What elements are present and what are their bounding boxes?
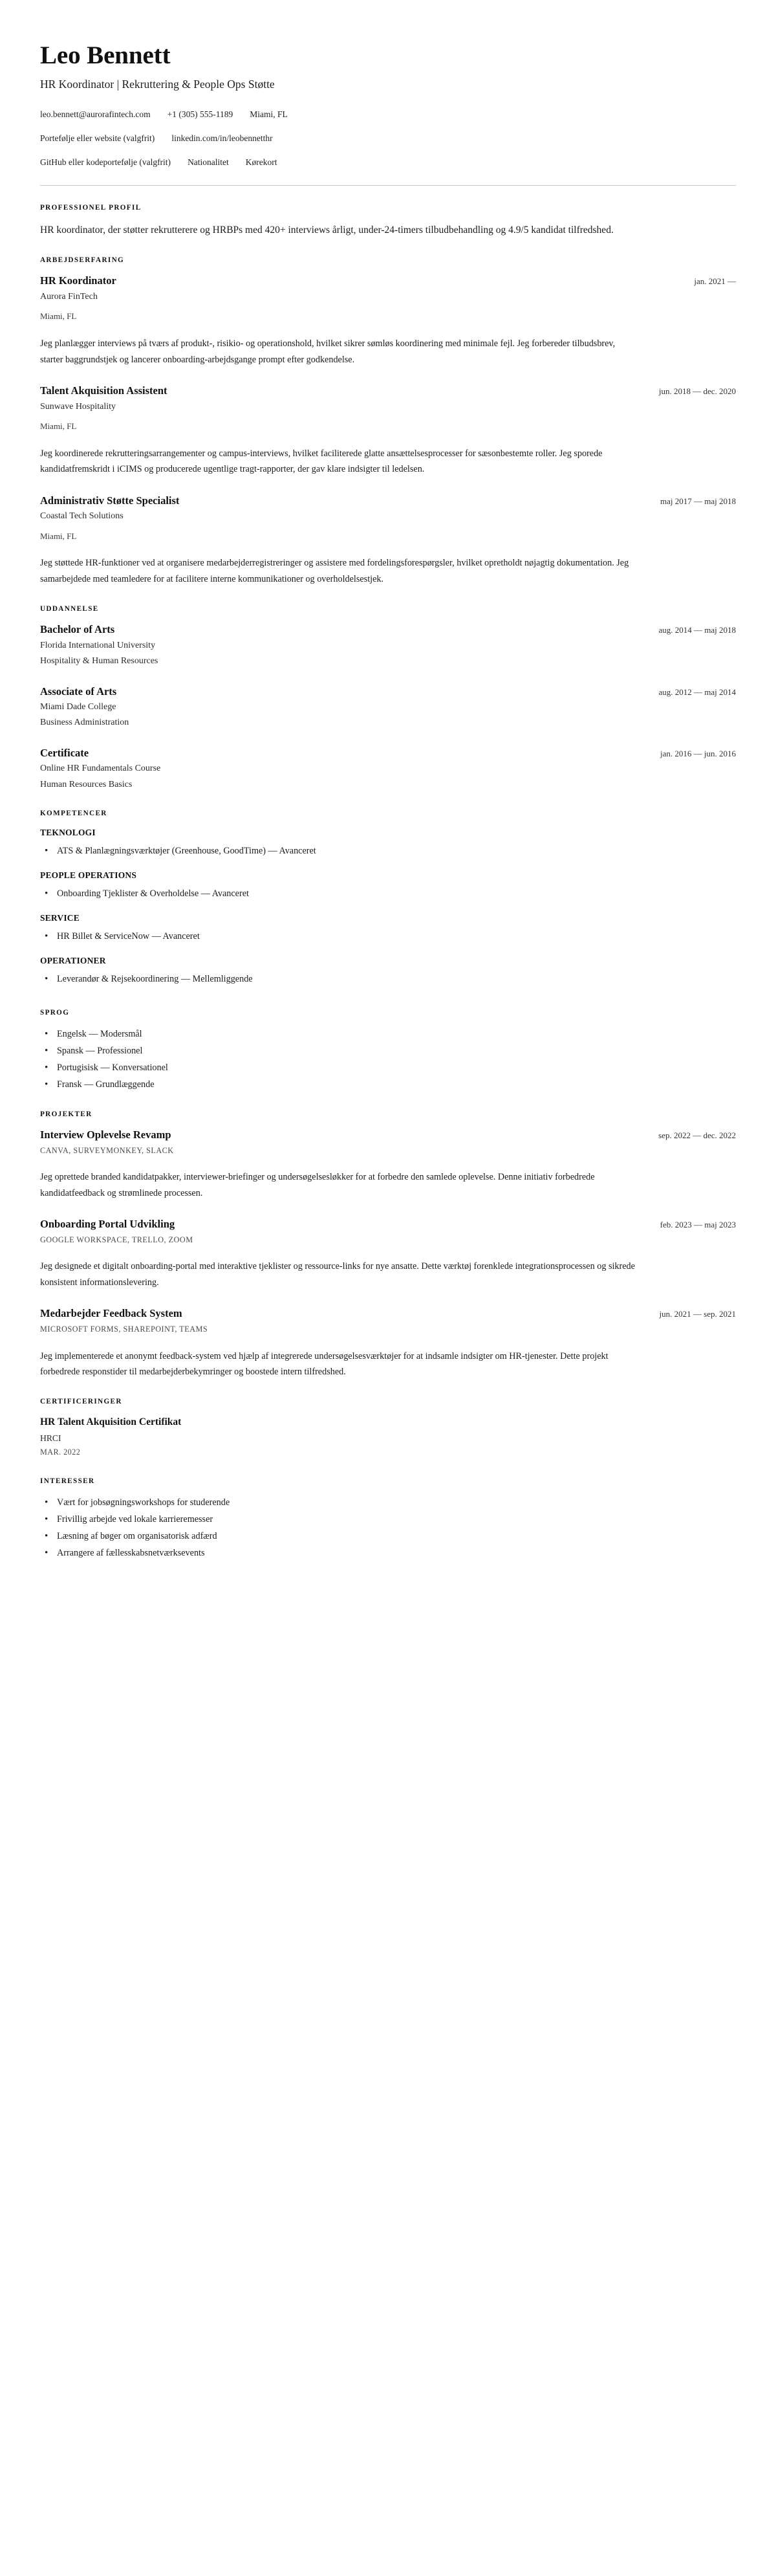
skill-item: • HR Billet & ServiceNow — Avanceret <box>40 929 736 944</box>
project-entry-head <box>40 1307 736 1321</box>
section-title-experience: ARBEJDSERFARING <box>40 256 125 265</box>
project-description: Jeg oprettede branded kandidatpakker, interviewer-briefinger og undersøgelsesløkker for at forbedre den samlede oplevelse. Denne initiativ forbedrede kandidatfeedback og strømlinede processen. <box>40 1172 595 1198</box>
job-location: Miami, FL <box>40 531 77 541</box>
job-company: Aurora FinTech <box>40 292 98 302</box>
resume-header <box>40 43 736 186</box>
skill-list <box>40 972 736 987</box>
contact-location: Miami, FL <box>250 109 288 119</box>
section-title-profile: PROFESSIONEL PROFIL <box>40 204 142 212</box>
contact-email[interactable]: leo.bennett@aurorafintech.com <box>40 109 151 119</box>
skill-item: • Leverandør & Rejsekoordinering — Mellemliggende <box>40 972 736 987</box>
interest-list <box>40 1495 736 1561</box>
project-description: Jeg designede et digitalt onboarding-portal med interaktive tjeklister og ressource-links for nye ansatte. Dette værktøj forenklede integrationsprocessen og sikrede konsistent informationslevering. <box>40 1261 635 1288</box>
skill-group <box>40 870 736 901</box>
section-projects <box>40 1110 736 1380</box>
language-item: • Portugisisk — Konversationel <box>40 1061 736 1075</box>
experience-entry <box>40 274 736 368</box>
project-title: Onboarding Portal Udvikling <box>40 1218 175 1231</box>
language-item: • Fransk — Grundlæggende <box>40 1077 736 1092</box>
interest-item: • Frivillig arbejde ved lokale karrieremesser <box>40 1512 736 1527</box>
school-name: Miami Dade College <box>40 702 116 712</box>
degree-title: Certificate <box>40 746 89 759</box>
skill-group <box>40 913 736 944</box>
education-entry-head <box>40 685 736 699</box>
education-entry-head <box>40 747 736 760</box>
section-interests <box>40 1477 736 1561</box>
certification-entry <box>40 1416 736 1457</box>
degree-title: Associate of Arts <box>40 685 117 698</box>
skill-group-title: PEOPLE OPERATIONS <box>40 870 137 880</box>
school-name: Florida International University <box>40 640 156 650</box>
field-of-study: Human Resources Basics <box>40 779 133 789</box>
section-certifications <box>40 1398 736 1457</box>
language-list <box>40 1027 736 1092</box>
section-education <box>40 605 736 791</box>
contact-row-3 <box>40 157 736 168</box>
education-entry <box>40 685 736 730</box>
skill-item: • Onboarding Tjeklister & Overholdelse — Avanceret <box>40 886 736 901</box>
job-location: Miami, FL <box>40 311 77 322</box>
project-stack: GOOGLE WORKSPACE, TRELLO, ZOOM <box>40 1235 193 1244</box>
project-entry-head <box>40 1128 736 1142</box>
section-title-projects: PROJEKTER <box>40 1110 92 1118</box>
section-title-skills: KOMPETENCER <box>40 809 107 817</box>
skill-group <box>40 956 736 987</box>
candidate-headline: HR Koordinator | Rekruttering & People Ops Støtte <box>40 77 275 91</box>
experience-entry-head <box>40 494 736 508</box>
section-skills <box>40 809 736 987</box>
contact-row-2 <box>40 133 736 144</box>
project-date: feb. 2023 — maj 2023 <box>660 1220 736 1230</box>
project-description: Jeg implementerede et anonymt feedback-system ved hjælp af integrerede undersøgelsesværktøjer for at indsamle indsigter om HR-tjenester. Dette projekt forbedrede responstider til medarbejderbekymringer og boostede intern tilfredshed. <box>40 1350 609 1377</box>
certification-date: MAR. 2022 <box>40 1447 81 1457</box>
project-entry-head <box>40 1218 736 1231</box>
job-date: maj 2017 — maj 2018 <box>660 496 736 506</box>
degree-title: Bachelor of Arts <box>40 623 115 636</box>
project-title: Medarbejder Feedback System <box>40 1307 182 1320</box>
job-title: HR Koordinator <box>40 274 116 287</box>
contact-portfolio[interactable]: Portefølje eller website (valgfrit) <box>40 133 155 143</box>
experience-entry <box>40 384 736 478</box>
project-date: jun. 2021 — sep. 2021 <box>659 1309 736 1319</box>
skill-group-title: TEKNOLOGI <box>40 827 96 837</box>
job-location: Miami, FL <box>40 421 77 431</box>
contact-drivers-license: Kørekort <box>245 157 277 168</box>
experience-entry <box>40 494 736 588</box>
experience-entry-head <box>40 384 736 398</box>
contact-linkedin[interactable]: linkedin.com/in/leobennetthr <box>171 133 273 143</box>
header-divider <box>40 185 736 186</box>
skill-list <box>40 886 736 901</box>
job-company: Coastal Tech Solutions <box>40 511 124 522</box>
contact-phone: +1 (305) 555-1189 <box>167 109 233 119</box>
candidate-name: Leo Bennett <box>40 41 171 69</box>
project-entry <box>40 1307 736 1380</box>
interest-item: • Vært for jobsøgningsworkshops for studerende <box>40 1495 736 1510</box>
education-entry-head <box>40 623 736 637</box>
skill-group-title: OPERATIONER <box>40 955 106 965</box>
section-title-interests: INTERESSER <box>40 1477 95 1485</box>
degree-date: aug. 2014 — maj 2018 <box>658 625 736 635</box>
section-title-certifications: CERTIFICERINGER <box>40 1398 122 1406</box>
section-title-education: UDDANNELSE <box>40 605 99 613</box>
language-item: • Engelsk — Modersmål <box>40 1027 736 1042</box>
certification-name: HR Talent Akquisition Certifikat <box>40 1416 182 1428</box>
job-description: Jeg støttede HR-funktioner ved at organisere medarbejderregistreringer og assistere med fordelingsforespørgsler, hvilket opretholdt nøjagtig dokumentation. Jeg samarbejdede med teamledere for at facilitere interne kommunikationer og overholdelsestjek. <box>40 558 629 584</box>
section-experience <box>40 256 736 587</box>
job-company: Sunwave Hospitality <box>40 401 116 412</box>
language-item: • Spansk — Professionel <box>40 1044 736 1059</box>
project-date: sep. 2022 — dec. 2022 <box>658 1130 736 1140</box>
education-entry <box>40 747 736 791</box>
skill-group <box>40 828 736 859</box>
skill-list <box>40 929 736 944</box>
job-title: Administrativ Støtte Specialist <box>40 494 180 507</box>
degree-date: aug. 2012 — maj 2014 <box>658 687 736 697</box>
certification-issuer: HRCI <box>40 1433 61 1443</box>
project-stack: MICROSOFT FORMS, SHAREPOINT, TEAMS <box>40 1324 208 1334</box>
skill-list <box>40 844 736 859</box>
job-title: Talent Akquisition Assistent <box>40 384 167 397</box>
school-name: Online HR Fundamentals Course <box>40 764 161 774</box>
field-of-study: Hospitality & Human Resources <box>40 656 158 666</box>
job-date: jun. 2018 — dec. 2020 <box>658 386 736 397</box>
project-stack: CANVA, SURVEYMONKEY, SLACK <box>40 1145 174 1155</box>
job-date: jan. 2021 — <box>694 276 736 287</box>
skill-group-title: SERVICE <box>40 912 80 923</box>
section-profile <box>40 204 736 238</box>
profile-summary-text: HR koordinator, der støtter rekrutterere og HRBPs med 420+ interviews årligt, under-24-timers tilbudbehandling og 4.9/5 kandidat tilfredshed. <box>40 225 614 236</box>
job-description: Jeg planlægger interviews på tværs af produkt-, risikio- og operationshold, hvilket sikrer sømløs koordinering med minimale fejl. Jeg forbereder tilbudsbrev, starter baggrundstjek og lancerer onboarding-arbejdsgange prompt efter godkendelse. <box>40 338 616 365</box>
project-title: Interview Oplevelse Revamp <box>40 1128 171 1141</box>
interest-item: • Læsning af bøger om organisatorisk adfærd <box>40 1529 736 1544</box>
contact-nationality: Nationalitet <box>188 157 229 168</box>
contact-github[interactable]: GitHub eller kodeportefølje (valgfrit) <box>40 157 171 168</box>
degree-date: jan. 2016 — jun. 2016 <box>660 748 736 758</box>
project-entry <box>40 1218 736 1290</box>
education-entry <box>40 623 736 668</box>
job-description: Jeg koordinerede rekrutteringsarrangementer og campus-interviews, hvilket faciliterede glatte ansættelsesprocesser for sæsonbestemte roller. Jeg sporede kandidatfremskridt i iCIMS og producerede ugentlige tragt-rapporter, der gav klare indsigter til ledelsen. <box>40 448 603 475</box>
interest-item: • Arrangere af fællesskabsnetværksevents <box>40 1546 736 1561</box>
section-languages <box>40 1009 736 1092</box>
experience-entry-head <box>40 274 736 288</box>
section-title-languages: SPROG <box>40 1008 70 1017</box>
project-entry <box>40 1128 736 1201</box>
skill-item: • ATS & Planlægningsværktøjer (Greenhouse, GoodTime) — Avanceret <box>40 844 736 859</box>
field-of-study: Business Administration <box>40 718 129 728</box>
contact-row-1 <box>40 109 736 120</box>
contact-block <box>40 109 736 169</box>
